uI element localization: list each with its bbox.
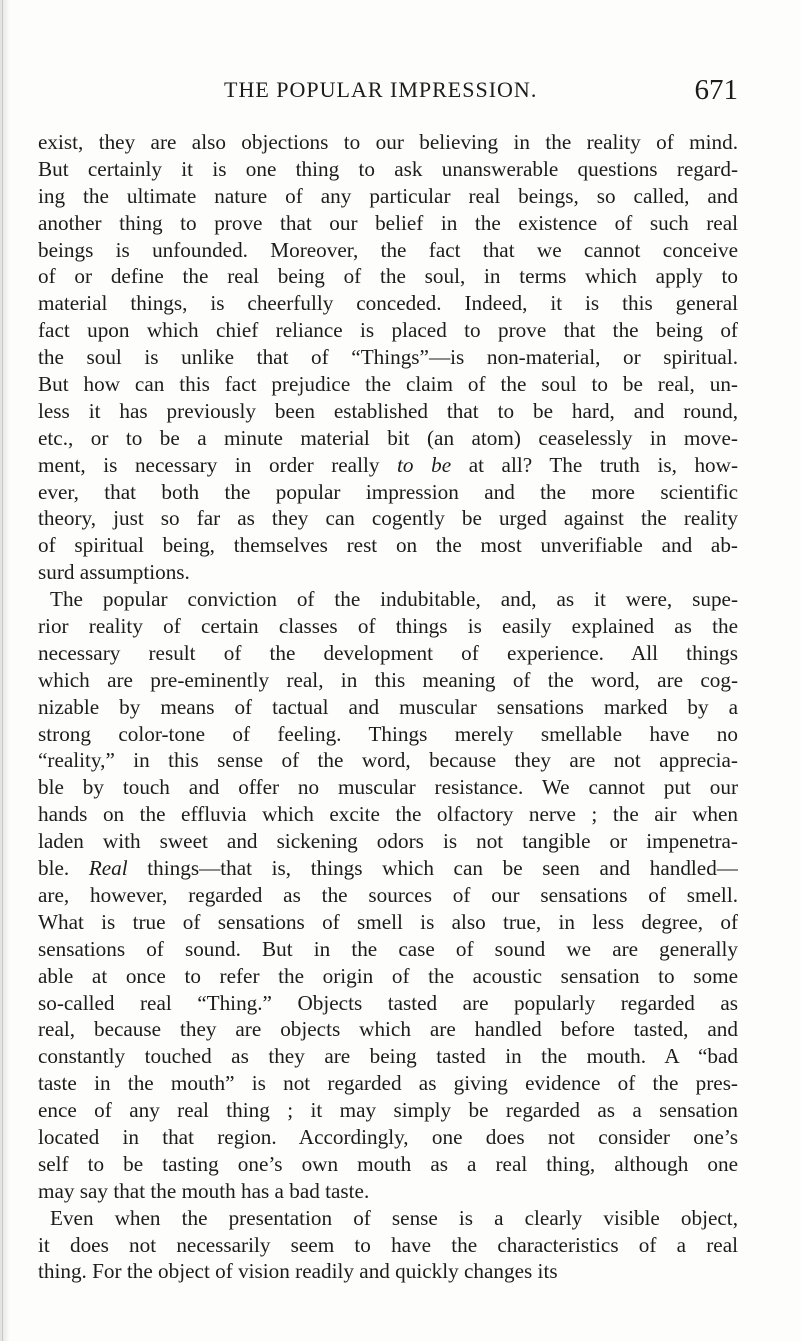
text-line: real, because they are objects which are handled before tasted, and (38, 1017, 738, 1042)
text-line: of spiritual being, themselves rest on the most unverifiable and ab- (38, 533, 738, 558)
text-line: ing the ultimate nature of any particular real beings, so called, and (38, 183, 738, 208)
binding-line (2, 0, 3, 1341)
text-line: it does not necessarily seem to have the characteristics of a real (38, 1232, 738, 1257)
text-line: are, however, regarded as the sources of our sensations of smell. (38, 882, 738, 907)
text-line: fact upon which chief reliance is placed to prove that the being of (38, 318, 738, 343)
text-line: constantly touched as they are being tasted in the mouth. A “bad (38, 1044, 738, 1069)
italic-text: to be (397, 452, 452, 477)
text-line: of or define the real being of the soul, in terms which apply to (38, 264, 738, 289)
text-line: theory, just so far as they can cogently be urged against the reality (38, 506, 738, 531)
text-line: so-called real “Thing.” Objects tasted are popularly regarded as (38, 990, 738, 1015)
paragraph (38, 1205, 738, 1286)
text-line: necessary result of the development of experience. All things (38, 640, 738, 665)
italic-text: Real (88, 856, 128, 881)
text-line: able at once to refer the origin of the acoustic sensation to some (38, 963, 738, 988)
text-line: material things, is cheerfully conceded. Indeed, it is this general (38, 291, 738, 316)
text-line: nizable by means of tactual and muscular sensations marked by a (38, 694, 738, 719)
text-line: beings is unfounded. Moreover, the fact that we cannot conceive (38, 237, 738, 262)
text-line: taste in the mouth” is not regarded as giving evidence of the pres- (38, 1071, 738, 1096)
text-line: ment, is necessary in order really to be at all? The truth is, how- (38, 452, 738, 477)
text-line: hands on the effluvia which excite the olfactory nerve ; the air when (38, 802, 738, 827)
text-line: laden with sweet and sickening odors is not tangible or impenetra- (38, 829, 738, 854)
text-line: The popular conviction of the indubitable, and, as it were, supe- (50, 587, 738, 612)
text-line: sensations of sound. But in the case of sound we are generally (38, 936, 738, 961)
running-head: THE POPULAR IMPRESSION. (224, 77, 538, 102)
text-line: ble by touch and offer no muscular resistance. We cannot put our (38, 775, 738, 800)
paragraph (38, 586, 738, 1204)
text-line: may say that the mouth has a bad taste. (38, 1178, 370, 1203)
text-line: surd assumptions. (38, 560, 190, 585)
text-line: ence of any real thing ; it may simply be regarded as a sensation (38, 1098, 738, 1123)
text-line: rior reality of certain classes of things is easily explained as the (38, 614, 738, 639)
text-line: etc., or to be a minute material bit (an atom) ceaselessly in move- (38, 425, 738, 450)
text-line: self to be tasting one’s own mouth as a real thing, although one (38, 1151, 738, 1176)
text-line: another thing to prove that our belief in the existence of such real (38, 210, 738, 235)
text-line: ble. Real things—that is, things which can be seen and handled— (38, 856, 738, 881)
text-line: But certainly it is one thing to ask unanswerable questions regard- (38, 156, 738, 181)
text-line: But how can this fact prejudice the claim of the soul to be real, un- (38, 372, 738, 397)
page-number: 671 (694, 74, 738, 106)
text-line: the soul is unlike that of “Things”—is non-material, or spiritual. (38, 345, 738, 370)
text-line: “reality,” in this sense of the word, because they are not apprecia- (38, 748, 738, 773)
text-line: which are pre-eminently real, in this meaning of the word, are cog- (38, 667, 738, 692)
text-line: strong color-tone of feeling. Things merely smellable have no (38, 721, 738, 746)
text-line: located in that region. Accordingly, one does not consider one’s (38, 1124, 738, 1149)
paragraph (38, 129, 738, 586)
text-line: ever, that both the popular impression and the more scientific (38, 479, 738, 504)
body-text (38, 129, 738, 1285)
text-line: exist, they are also objections to our believing in the reality of mind. (38, 130, 738, 154)
text-line: thing. For the object of vision readily and quickly changes its (38, 1259, 558, 1284)
page-header (224, 72, 738, 108)
text-line: Even when the presentation of sense is a clearly visible object, (50, 1205, 738, 1230)
text-line: What is true of sensations of smell is also true, in less degree, of (38, 909, 738, 934)
text-line: less it has previously been established that to be hard, and round, (38, 398, 738, 423)
